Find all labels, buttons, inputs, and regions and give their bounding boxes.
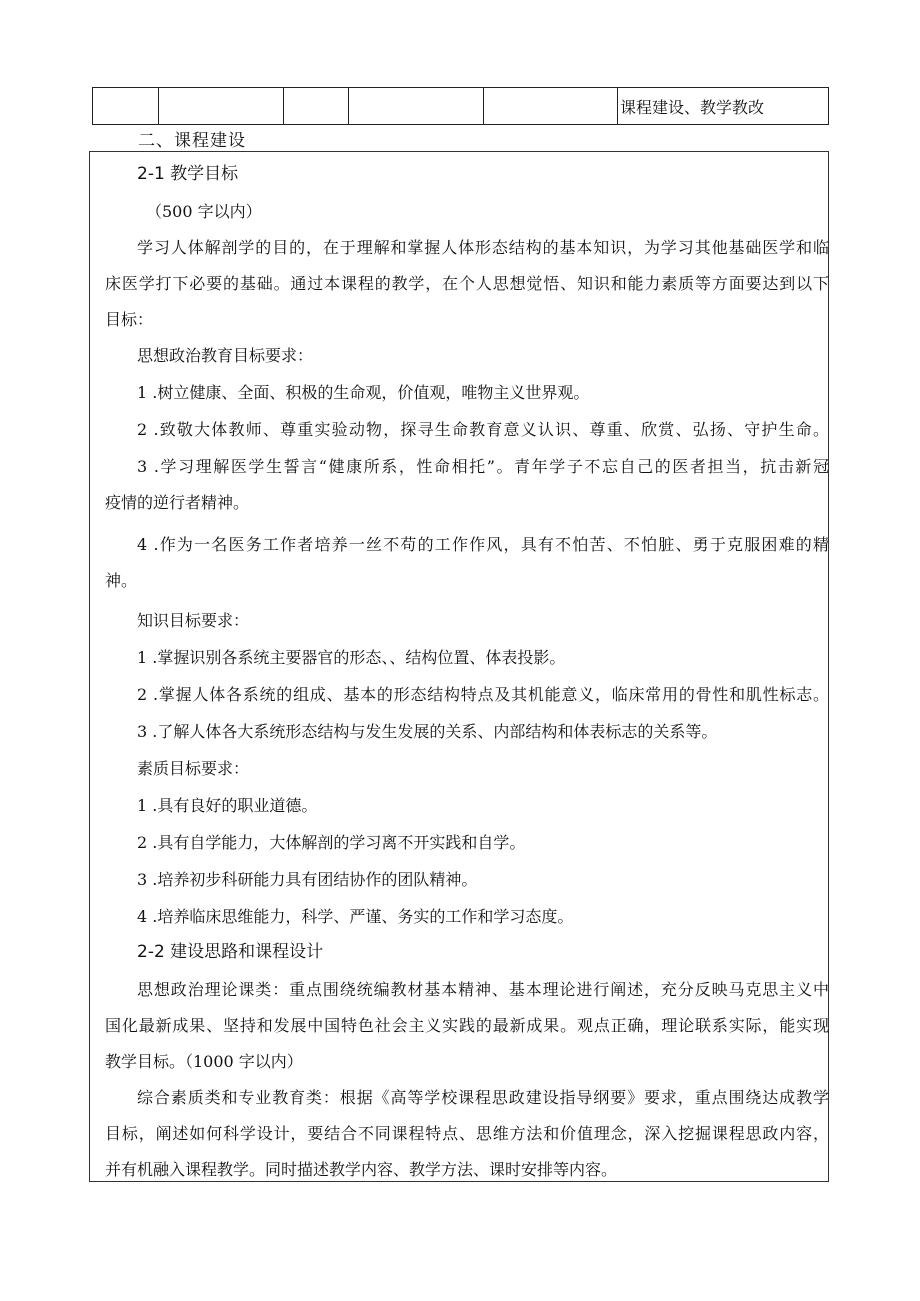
ideology-item-4-line-1: 4 .作为一名医务工作者培养一丝不苟的工作作风，具有不怕苦、不怕脏、勇于克服困难的精 — [137, 535, 829, 554]
knowledge-item-1: 1 .掌握识别各系统主要器官的形态、、结构位置、体表投影。 — [137, 648, 566, 667]
knowledge-item-3: 3 .了解人体各大系统形态结构与发生发展的关系、内部结构和体表标志的关系等。 — [137, 722, 718, 741]
design-general-line-2: 目标，阐述如何科学设计，要结合不同课程特点、思维方法和价值理念，深入挖掘课程思政内容， — [105, 1124, 829, 1143]
quality-item-1: 1 .具有良好的职业道德。 — [137, 796, 318, 815]
ideology-item-2: 2 .致敬大体教师、尊重实验动物，探寻生命教育意义认识、尊重、欣赏、弘扬、守护生命。 — [137, 420, 829, 439]
ideology-item-1: 1 .树立健康、全面、积极的生命观，价值观，唯物主义世界观。 — [137, 383, 590, 402]
quality-item-4: 4 .培养临床思维能力，科学、严谨、务实的工作和学习态度。 — [137, 907, 574, 926]
table-cell-4 — [349, 88, 484, 125]
knowledge-title: 知识目标要求： — [137, 611, 250, 630]
design-politics-line-3: 教学目标。（1000 字以内） — [105, 1052, 303, 1071]
table-cell-category: 课程建设、教学教改 — [618, 88, 829, 125]
quality-item-3: 3 .培养初步科研能力具有团结协作的团队精神。 — [137, 870, 478, 889]
design-politics-line-2: 国化最新成果、坚持和发展中国特色社会主义实践的最新成果。观点正确，理论联系实际，能实现 — [105, 1016, 829, 1035]
design-general-line-1: 综合素质类和专业教育类：根据《高等学校课程思政建设指导纲要》要求，重点围绕达成教学 — [137, 1088, 829, 1107]
ideology-item-4-line-2: 神。 — [105, 571, 138, 590]
ideology-item-3-line-2: 疫情的逆行者精神。 — [105, 493, 250, 512]
design-title: 2-2 建设思路和课程设计 — [137, 942, 324, 962]
goals-word-limit: （500 字以内） — [146, 202, 262, 221]
goals-intro-line-2: 床医学打下必要的基础。通过本课程的教学，在个人思想觉悟、知识和能力素质等方面要达到以下 — [105, 274, 829, 293]
goals-title: 2-1 教学目标 — [137, 164, 239, 184]
header-table-row — [92, 87, 829, 125]
goals-intro-line-3: 目标： — [105, 310, 154, 329]
design-general-line-3: 并有机融入课程教学。同时描述教学内容、教学方法、课时安排等内容。 — [105, 1160, 618, 1179]
ideology-item-3-line-1: 3 .学习理解医学生誓言“健康所系，性命相托”。青年学子不忘自己的医者担当，抗击新冠 — [137, 457, 829, 476]
knowledge-item-2: 2 .掌握人体各系统的组成、基本的形态结构特点及其机能意义，临床常用的骨性和肌性标志。 — [137, 685, 829, 704]
quality-item-2: 2 .具有自学能力，大体解剖的学习离不开实践和自学。 — [137, 833, 526, 852]
goals-intro-line-1: 学习人体解剖学的目的，在于理解和掌握人体形态结构的基本知识，为学习其他基础医学和临 — [137, 238, 829, 257]
table-cell-2 — [159, 88, 284, 125]
ideology-title: 思想政治教育目标要求： — [137, 346, 314, 365]
quality-title: 素质目标要求： — [137, 759, 250, 778]
design-politics-line-1: 思想政治理论课类：重点围绕统编教材基本精神、基本理论进行阐述，充分反映马克思主义中 — [137, 980, 829, 999]
table-cell-1 — [93, 88, 159, 125]
section-heading: 二、课程建设 — [138, 131, 246, 151]
table-cell-3 — [284, 88, 349, 125]
table-cell-5 — [484, 88, 618, 125]
